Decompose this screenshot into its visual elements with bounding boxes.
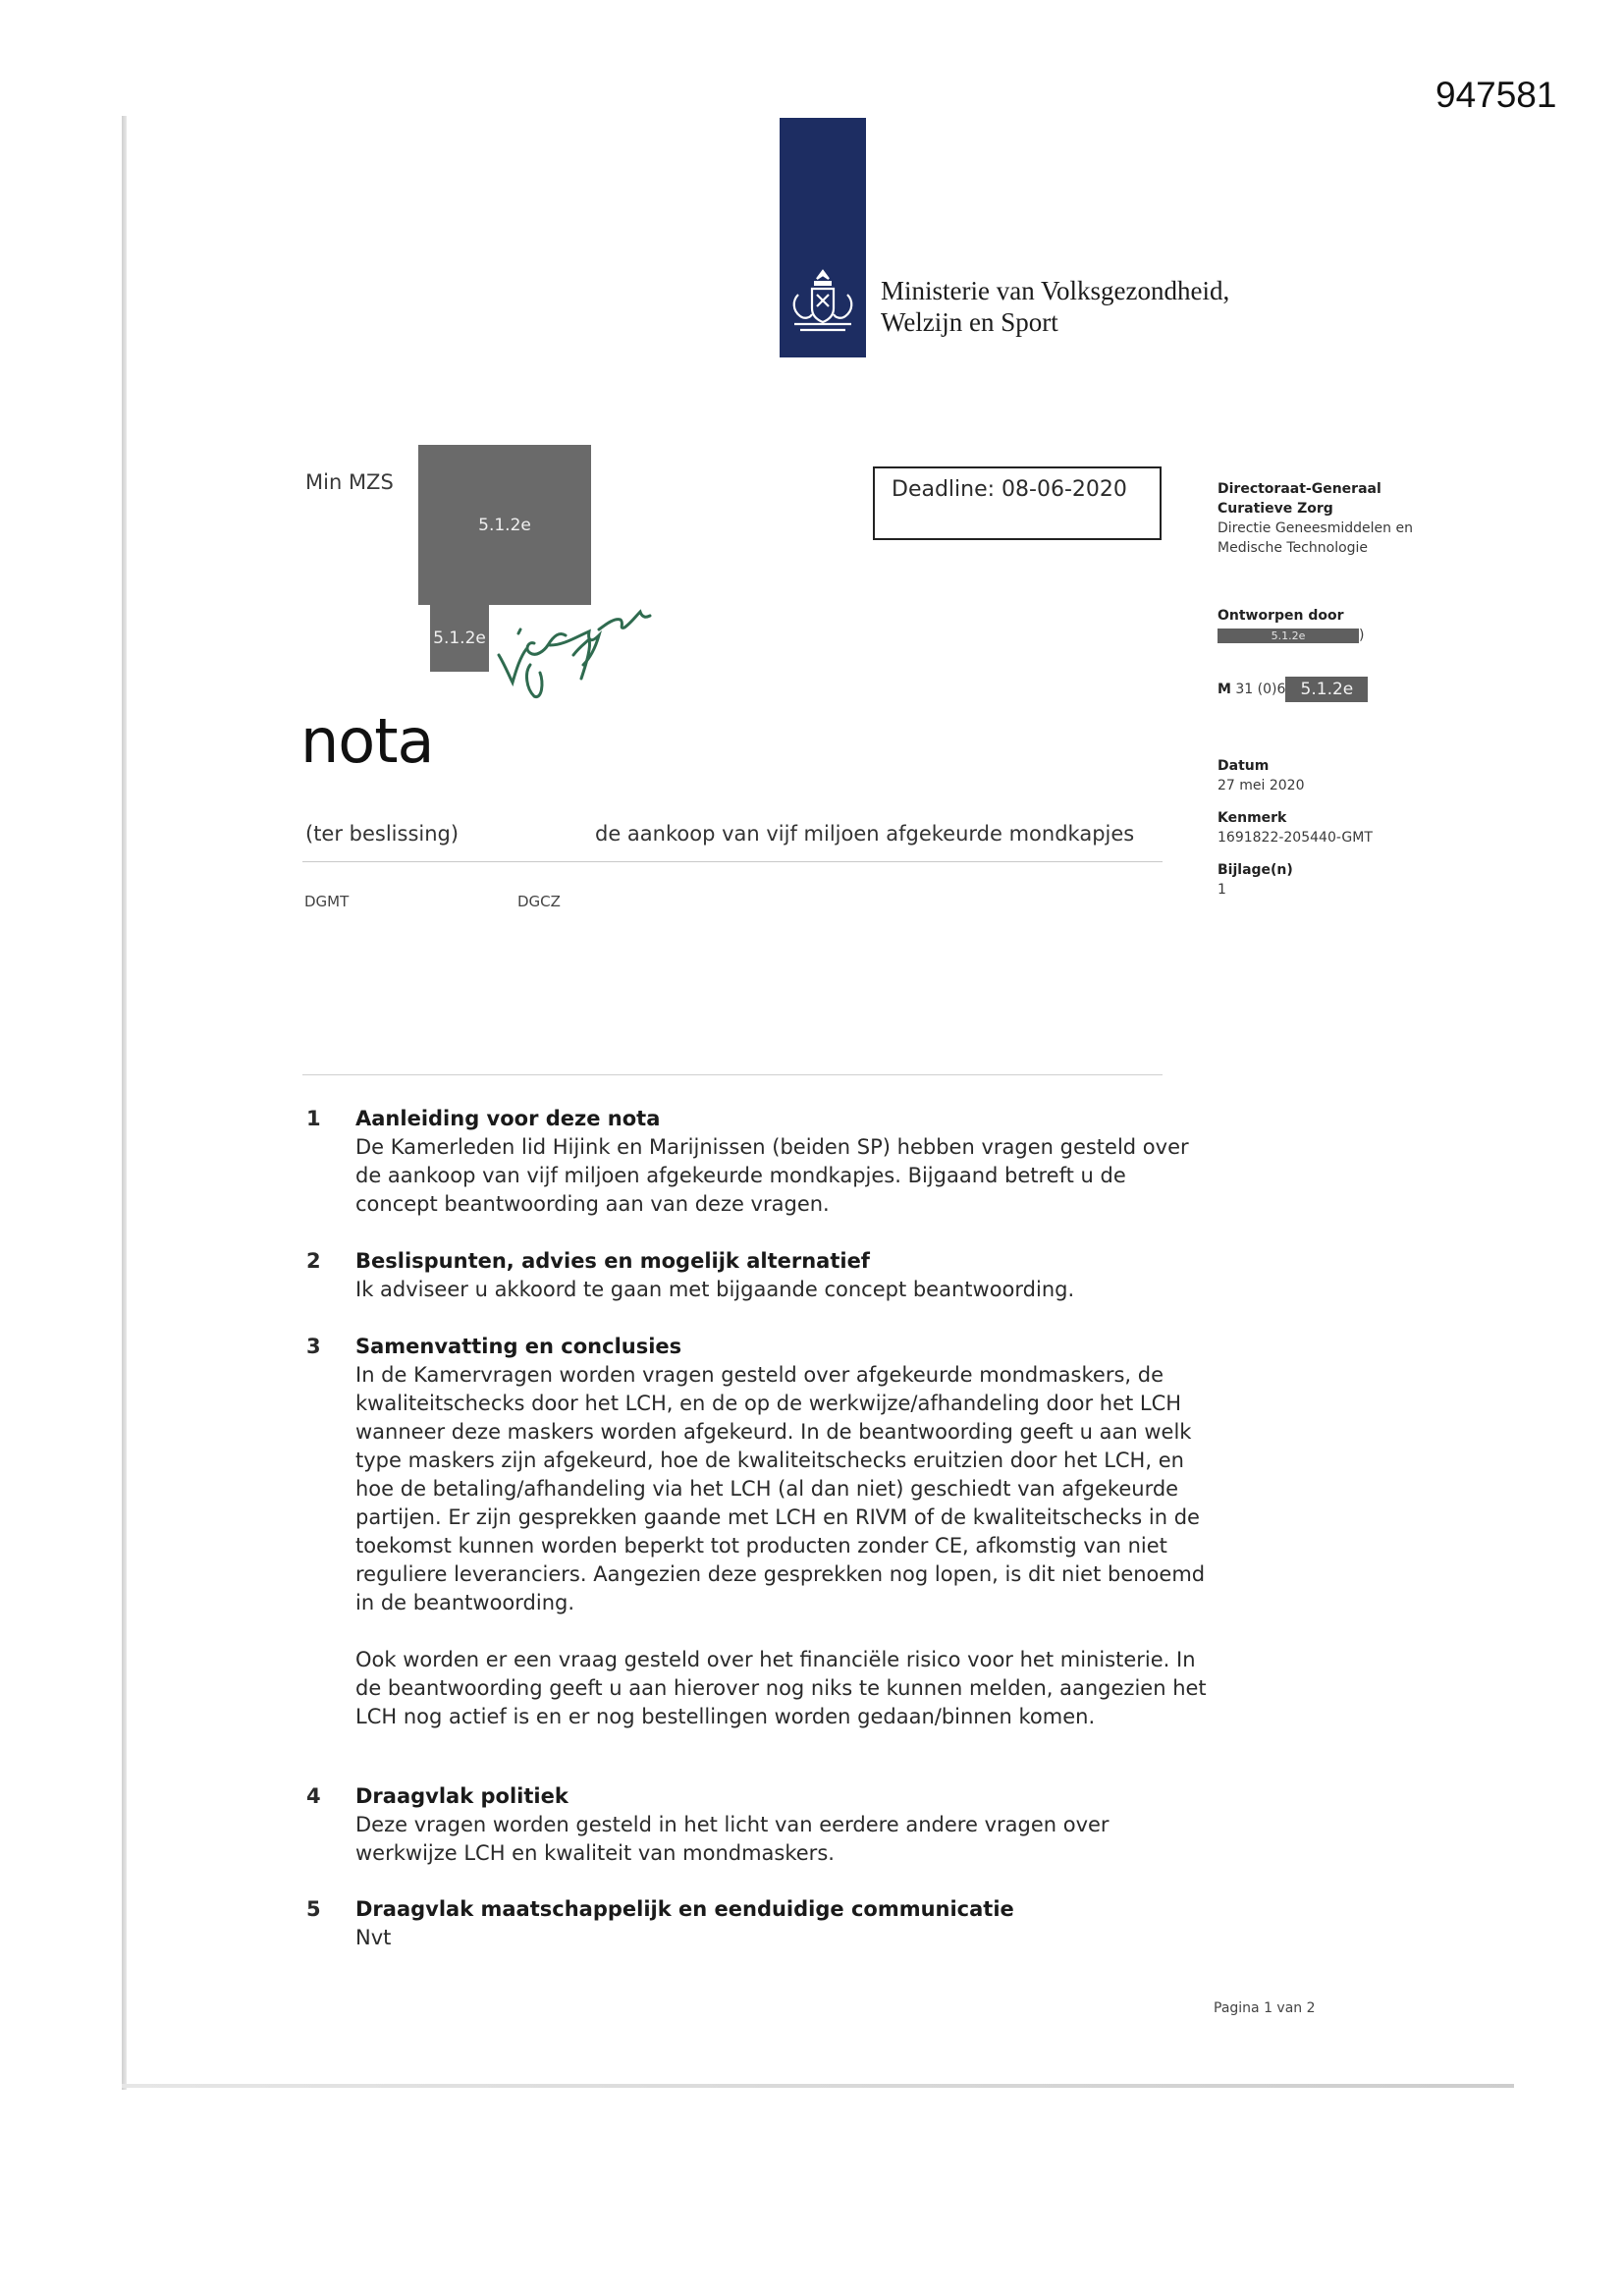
section-paragraph: Deze vragen worden gesteld in het licht van eerdere andere vragen over werkwijze LCH en kwaliteit van mondmaskers.: [355, 1813, 1110, 1865]
dept-name-line2: Medische Technologie: [1218, 540, 1369, 556]
redaction-block: [1285, 677, 1368, 702]
sidebar-attachments: [1218, 860, 1542, 900]
document-number: 947581: [1435, 75, 1557, 115]
reference-label: Kenmerk: [1218, 810, 1287, 826]
ministry-name: [881, 275, 1229, 338]
attachments-value: 1: [1218, 882, 1226, 898]
designed-by-label: Ontworpen door: [1218, 608, 1344, 624]
date-value: 27 mei 2020: [1218, 778, 1305, 793]
section-paragraph: Ik adviseer u akkoord te gaan met bijgaande concept beantwoording.: [355, 1278, 1075, 1301]
org-name-line2: Curatieve Zorg: [1218, 501, 1333, 517]
sidebar-organisation: [1218, 479, 1542, 558]
redaction-block: [430, 605, 489, 672]
date-label: Datum: [1218, 758, 1270, 774]
section-paragraph: De Kamerleden lid Hijink en Marijnissen (beiden SP) hebben vragen gesteld over de aankoop van vijf miljoen afgekeurde mondkapjes. Bijgaand betreft u de concept beantwoording aan van deze vragen.: [355, 1135, 1189, 1216]
redaction-code: 5.1.2e: [1300, 680, 1354, 699]
sidebar-author: [1218, 606, 1542, 645]
addressee: Min MZS: [305, 470, 394, 494]
section-heading: Beslispunten, advies en mogelijk alternatief: [355, 1249, 870, 1273]
designed-by-suffix: ): [1359, 628, 1365, 643]
ministry-name-line2: Welzijn en Sport: [881, 307, 1058, 337]
section-heading: Draagvlak maatschappelijk en eenduidige communicatie: [355, 1897, 1014, 1921]
redaction-code: 5.1.2e: [478, 515, 531, 535]
org-name-line1: Directoraat-Generaal: [1218, 481, 1381, 497]
section-number: 4: [306, 1784, 321, 1808]
dept-name-line1: Directie Geneesmiddelen en: [1218, 520, 1413, 536]
section-2: [306, 1247, 1210, 1304]
sidebar-phone: [1218, 677, 1542, 702]
section-paragraph: Nvt: [355, 1926, 392, 1949]
section-4: [306, 1782, 1210, 1868]
routing-dgcz: DGCZ: [517, 893, 561, 910]
section-heading: Draagvlak politiek: [355, 1784, 568, 1808]
document-title: nota: [300, 705, 434, 777]
ministry-name-line1: Ministerie van Volksgezondheid,: [881, 276, 1230, 305]
deadline-box: Deadline: 08-06-2020: [873, 466, 1162, 540]
sidebar-date: [1218, 756, 1542, 795]
phone-prefix: M: [1218, 682, 1231, 697]
section-number: 2: [306, 1249, 321, 1273]
section-3: [306, 1333, 1210, 1731]
redaction-block: [1218, 629, 1359, 643]
reference-value: 1691822-205440-GMT: [1218, 830, 1373, 846]
page-indicator: Pagina 1 van 2: [1214, 2000, 1316, 2016]
attachments-label: Bijlage(n): [1218, 862, 1293, 878]
section-paragraph: In de Kamervragen worden vragen gesteld over afgekeurde mondmaskers, de kwaliteitschecks door het LCH, en de op de werkwijze/afhandeling door het LCH wanneer deze maskers worden afgekeurd. In de beantwoording geeft u aan welk type maskers zijn afgekeurd, hoe de kwaliteitschecks eruitzien door het LCH, en hoe de betaling/afhandeling via het LCH (al dan niet) geschiedt van afgekeurde partijen. Er zijn gesprekken gaande met LCH en RIVM of de kwaliteitschecks in de toekomst kunnen worden beperkt tot producten zonder CE, afkomstig van niet reguliere leveranciers. Aangezien deze gesprekken nog lopen, is dit niet benoemd in de beantwoording.: [355, 1363, 1206, 1614]
section-number: 1: [306, 1107, 321, 1130]
redaction-block: [418, 445, 591, 605]
handwritten-initials: [491, 594, 687, 707]
phone-visible: 31 (0)6: [1235, 682, 1286, 697]
section-5: [306, 1895, 1210, 1952]
section-heading: Aanleiding voor deze nota: [355, 1107, 661, 1130]
redaction-code: 5.1.2e: [433, 629, 486, 648]
section-number: 3: [306, 1335, 321, 1358]
divider: [302, 1074, 1163, 1075]
scan-edge-bottom: [122, 2084, 1514, 2088]
section-number: 5: [306, 1897, 321, 1921]
scan-edge-left: [122, 116, 127, 2090]
coat-of-arms-icon: [785, 265, 861, 342]
subject: de aankoop van vijf miljoen afgekeurde mondkapjes: [595, 822, 1135, 846]
section-heading: Samenvatting en conclusies: [355, 1335, 682, 1358]
section-paragraph: Ook worden er een vraag gesteld over het financiële risico voor het ministerie. In de beantwoording geeft u aan hierover nog niks te kunnen melden, aangezien het LCH nog actief is en er nog bestellingen worden gedaan/binnen komen.: [355, 1648, 1207, 1728]
sidebar-reference: [1218, 808, 1542, 847]
section-1: [306, 1105, 1190, 1219]
divider: [302, 861, 1163, 862]
decision-status: (ter beslissing): [305, 822, 460, 846]
redaction-code: 5.1.2e: [1271, 629, 1306, 642]
routing-dgmt: DGMT: [304, 893, 350, 910]
